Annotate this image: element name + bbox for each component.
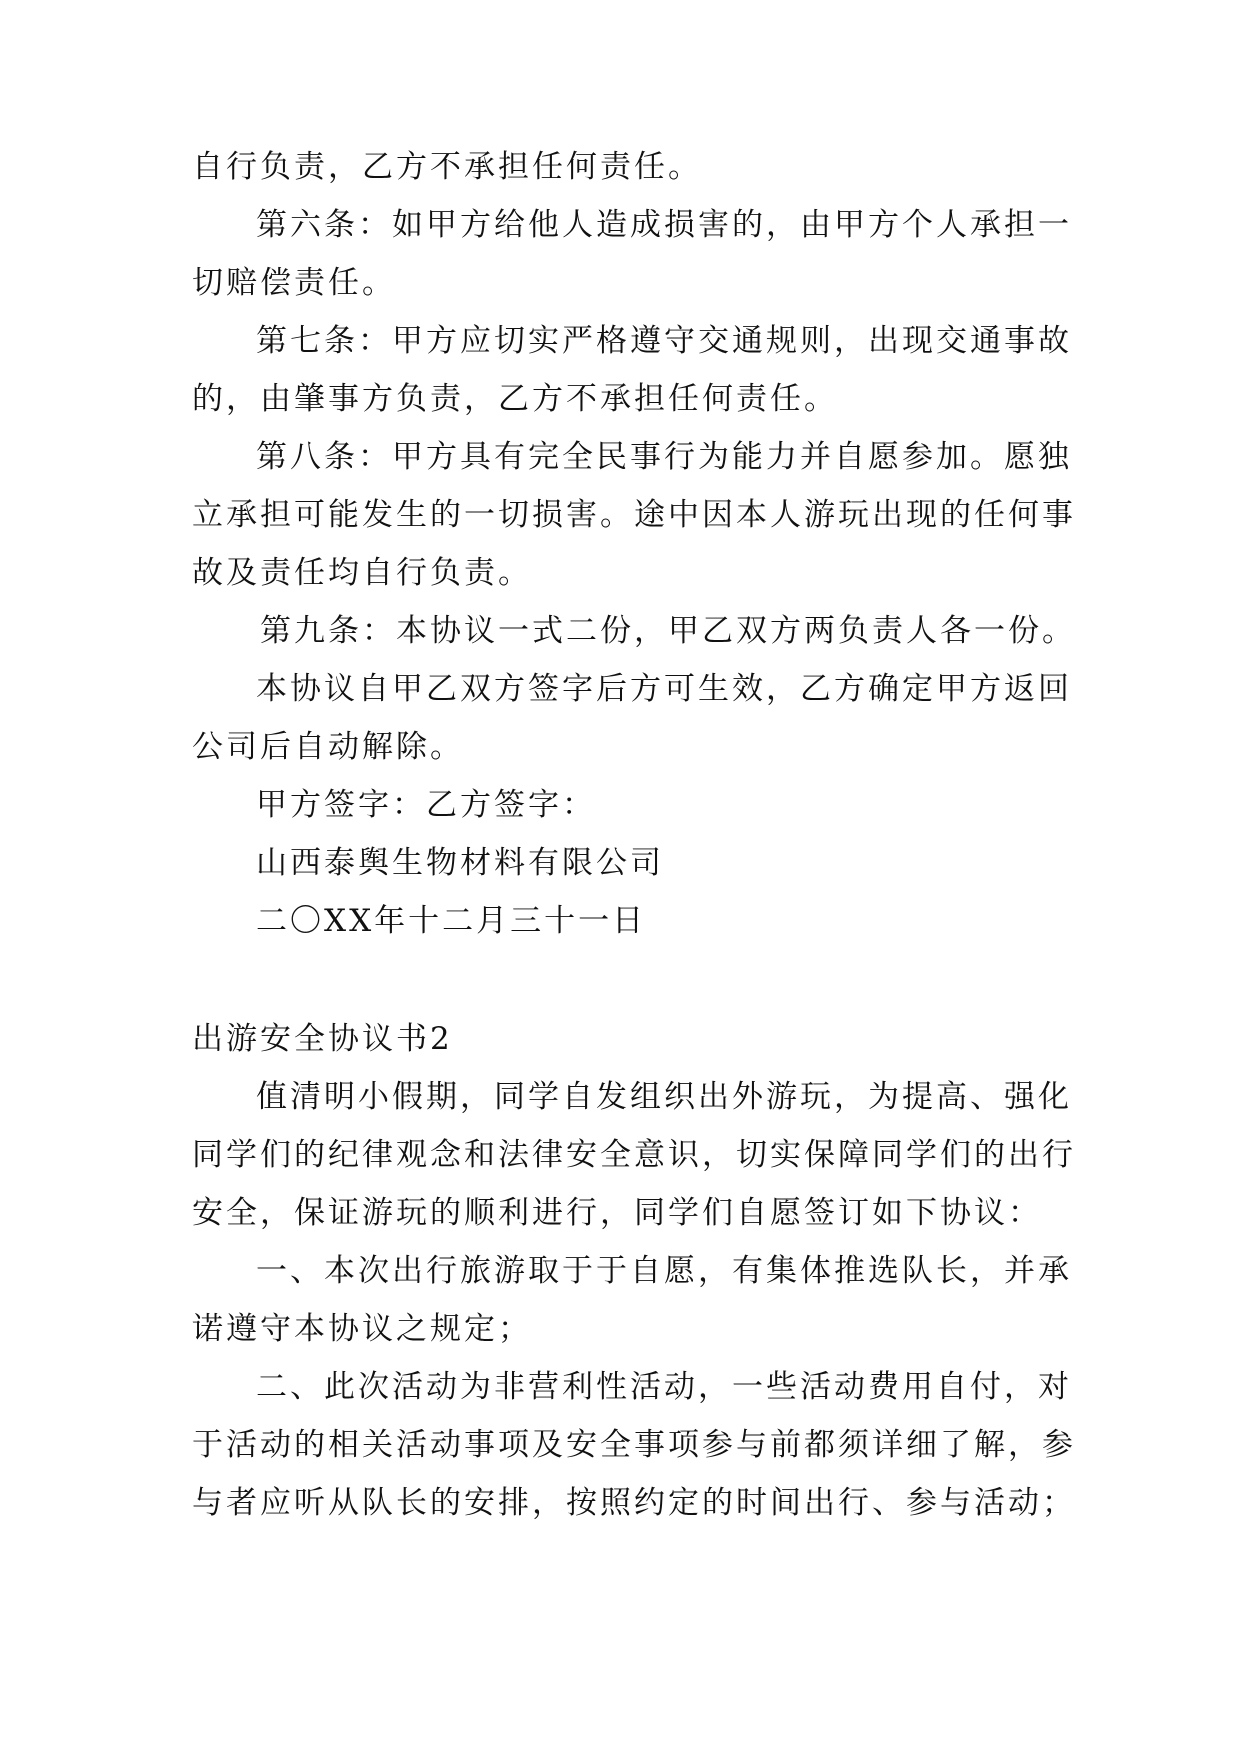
clause-eight: 第八条：甲方具有完全民事行为能力并自愿参加。愿独 (256, 439, 1072, 475)
section-gap (192, 950, 1072, 1010)
date-line: 二〇XX年十二月三十一日 (256, 903, 647, 939)
text-line: 诺遵守本协议之规定； (192, 1311, 532, 1347)
clause-nine: 第九条：本协议一式二份，甲乙双方两负责人各一份。 (260, 613, 1076, 649)
text-line: 自行负责，乙方不承担任何责任。 (192, 149, 702, 185)
text-line: 于活动的相关活动事项及安全事项参与前都须详细了解，参 (192, 1427, 1076, 1463)
text-line: 切赔偿责任。 (192, 265, 396, 301)
text-line: 立承担可能发生的一切损害。途中因本人游玩出现的任何事 (192, 497, 1076, 533)
text-line: 同学们的纪律观念和法律安全意识，切实保障同学们的出行 (192, 1137, 1076, 1173)
text-line: 安全，保证游玩的顺利进行，同学们自愿签订如下协议： (192, 1195, 1042, 1231)
clause-six: 第六条：如甲方给他人造成损害的，由甲方个人承担一 (256, 207, 1072, 243)
text-line: 公司后自动解除。 (192, 729, 464, 765)
section-title: 出游安全协议书2 (192, 1021, 453, 1057)
item-one: 一、本次出行旅游取于于自愿，有集体推选队长，并承 (256, 1253, 1072, 1289)
document-body (192, 138, 1076, 1532)
text-line: 的，由肇事方负责，乙方不承担任何责任。 (192, 381, 838, 417)
text-line: 与者应听从队长的安排，按照约定的时间出行、参与活动； (192, 1485, 1076, 1521)
intro-paragraph: 值清明小假期，同学自发组织出外游玩，为提高、强化 (256, 1079, 1072, 1115)
clause-seven: 第七条：甲方应切实严格遵守交通规则，出现交通事故 (256, 323, 1072, 359)
text-line: 故及责任均自行负责。 (192, 555, 532, 591)
signature-line: 甲方签字：乙方签字： (256, 787, 596, 823)
company-name: 山西泰舆生物材料有限公司 (256, 845, 664, 881)
effective-clause: 本协议自甲乙双方签字后方可生效，乙方确定甲方返回 (256, 671, 1072, 707)
item-two: 二、此次活动为非营利性活动，一些活动费用自付，对 (256, 1369, 1072, 1405)
